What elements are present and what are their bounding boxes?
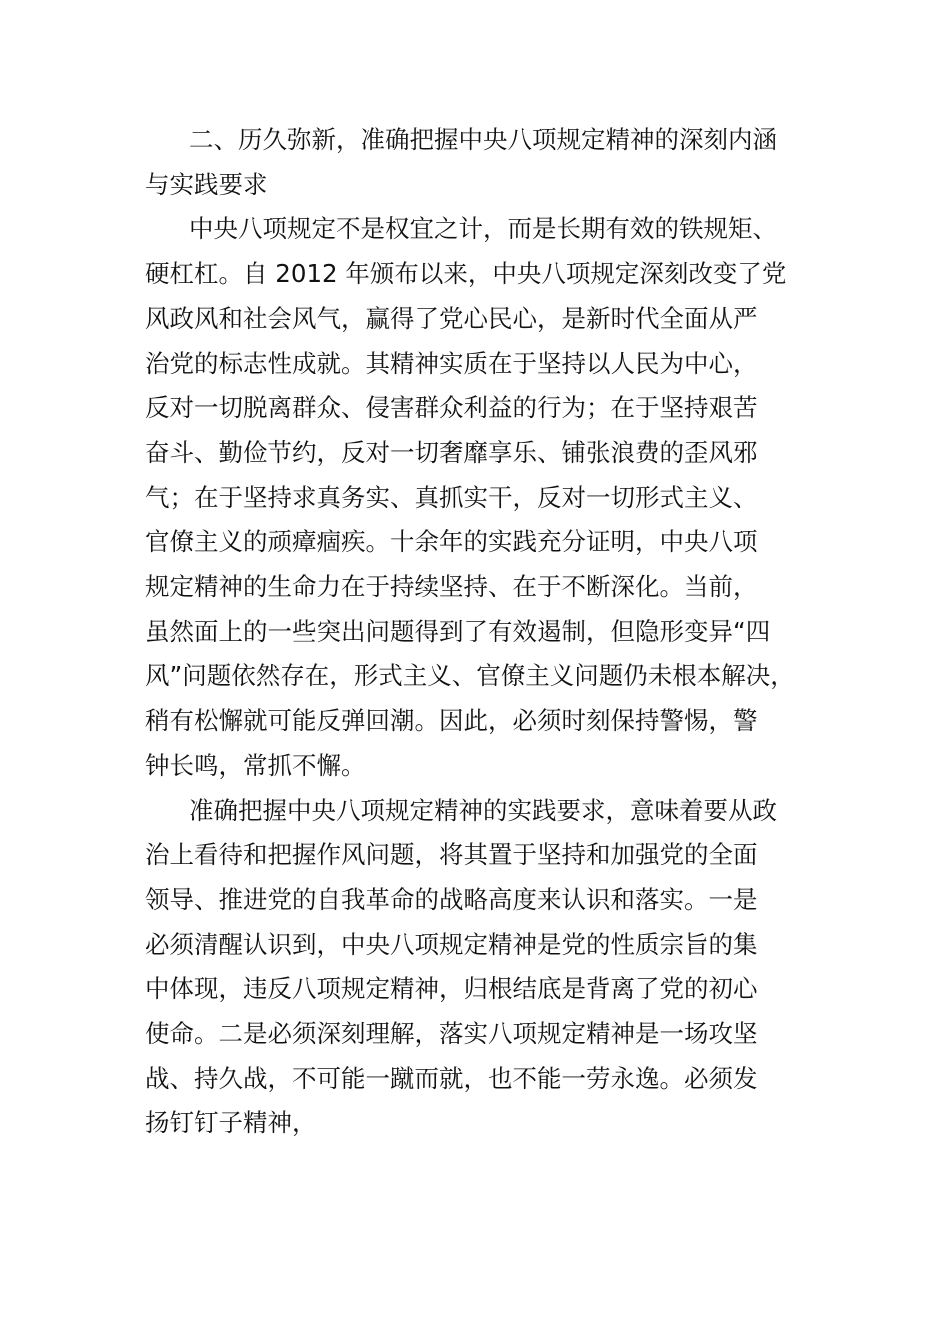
text-line: 治上看待和把握作风问题，将其置于坚持和加强党的全面 xyxy=(145,840,758,870)
text-line: 规定精神的生命力在于持续坚持、在于不断深化。当前， xyxy=(145,572,758,602)
heading-line: 二、历久弥新，准确把握中央八项规定精神的深刻内涵 xyxy=(189,125,777,154)
text-line: 官僚主义的顽瘴痼疾。十余年的实践充分证明，中央八项 xyxy=(145,527,758,557)
paragraph-2 xyxy=(145,789,825,1147)
heading-line: 与实践要求 xyxy=(145,169,268,199)
text-line: 使命。二是必须深刻理解，落实八项规定精神是一场攻坚 xyxy=(145,1019,758,1049)
text-line: 领导、推进党的自我革命的战略高度来认识和落实。一是 xyxy=(145,884,758,914)
text-line: 钟长鸣，常抓不懈。 xyxy=(145,750,366,780)
text-line: 奋斗、勤俭节约，反对一切奢靡享乐、铺张浪费的歪风邪 xyxy=(145,437,758,467)
text-line: 硬杠杠。自 2012 年颁布以来，中央八项规定深刻改变了党 xyxy=(145,259,787,289)
text-line: 治党的标志性成就。其精神实质在于坚持以人民为中心， xyxy=(145,348,758,378)
text-line: 风”问题依然存在，形式主义、官僚主义问题仍未根本解决， xyxy=(145,661,795,691)
text-line: 准确把握中央八项规定精神的实践要求，意味着要从政 xyxy=(189,795,777,825)
text-line: 气；在于坚持求真务实、真抓实干，反对一切形式主义、 xyxy=(145,482,758,512)
text-line: 必须清醒认识到，中央八项规定精神是党的性质宗旨的集 xyxy=(145,929,758,959)
text-line: 战、持久战，不可能一蹴而就，也不能一劳永逸。必须发 xyxy=(145,1063,758,1093)
text-line: 中央八项规定不是权宜之计，而是长期有效的铁规矩、 xyxy=(189,214,777,244)
text-line: 扬钉钉子精神， xyxy=(145,1108,317,1138)
text-line: 风政风和社会风气，赢得了党心民心，是新时代全面从严 xyxy=(145,303,758,333)
paragraph-1 xyxy=(145,207,825,788)
text-line: 虽然面上的一些突出问题得到了有效遏制，但隐形变异“四 xyxy=(145,616,771,646)
text-line: 反对一切脱离群众、侵害群众利益的行为；在于坚持艰苦 xyxy=(145,393,758,423)
document-body xyxy=(145,118,825,1146)
text-line: 中体现，违反八项规定精神，归根结底是背离了党的初心 xyxy=(145,974,758,1004)
section-heading xyxy=(145,118,825,207)
text-line: 稍有松懈就可能反弹回潮。因此，必须时刻保持警惕，警 xyxy=(145,706,758,736)
